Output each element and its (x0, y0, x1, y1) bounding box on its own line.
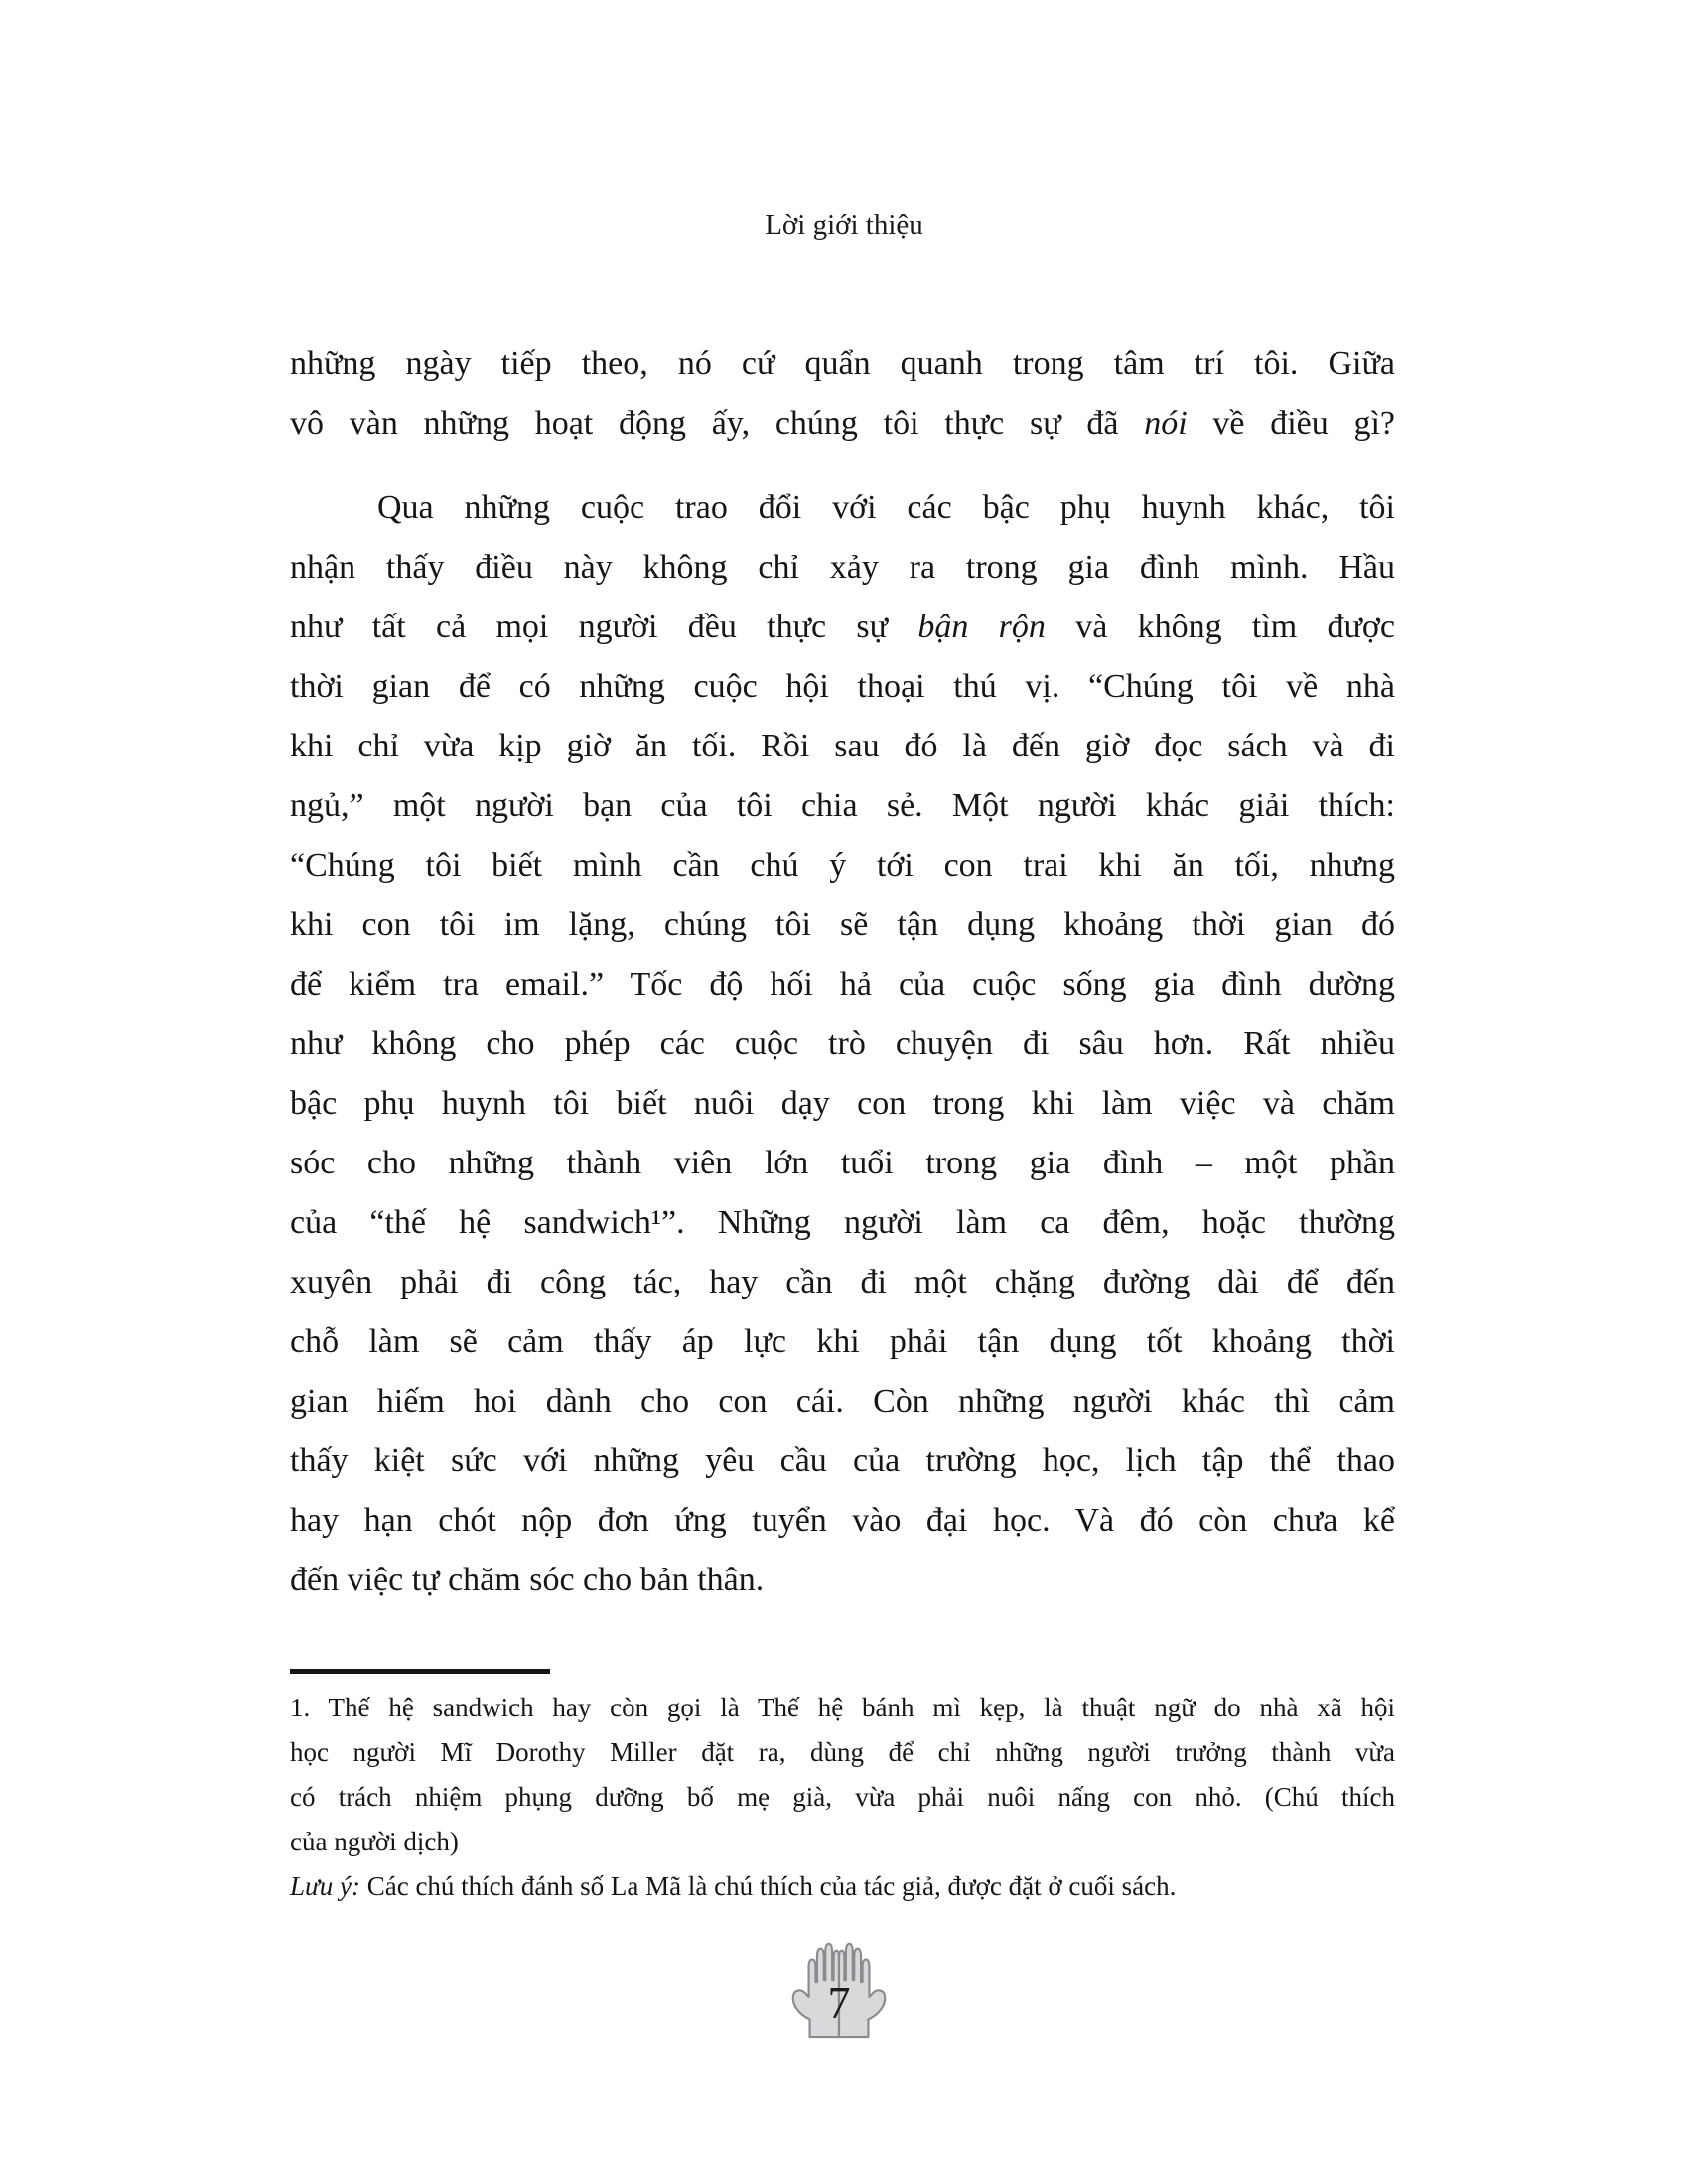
running-header: Lời giới thiệu (765, 209, 923, 241)
translator-note: Lưu ý: Các chú thích đánh số La Mã là chú thích của tác giả, được đặt ở cuối sách. (290, 1871, 1177, 1901)
text-line: để kiểm tra email.” Tốc độ hối hả của cuộc sống gia đình dường (290, 966, 1395, 1003)
footnote-definition (290, 1686, 1395, 1864)
text-line: sóc cho những thành viên lớn tuổi trong gia đình – một phần (290, 1145, 1395, 1181)
text-line: Qua những cuộc trao đổi với các bậc phụ huynh khác, tôi (377, 489, 1395, 526)
paragraph-continuation (290, 335, 1395, 454)
text-line: khi con tôi im lặng, chúng tôi sẽ tận dụng khoảng thời gian đó (290, 906, 1395, 943)
text-line: như không cho phép các cuộc trò chuyện đi sâu hơn. Rất nhiều (290, 1025, 1395, 1062)
text-line: thấy kiệt sức với những yêu cầu của trường học, lịch tập thể thao (290, 1442, 1395, 1479)
footnote-divider (290, 1669, 550, 1674)
text-line: đến việc tự chăm sóc cho bản thân. (290, 1562, 765, 1598)
text-line: xuyên phải đi công tác, hay cần đi một chặng đường dài để đến (290, 1264, 1395, 1300)
text-line: nhận thấy điều này không chỉ xảy ra trong gia đình mình. Hầu (290, 549, 1395, 586)
text-line: có trách nhiệm phụng dưỡng bố mẹ già, vừa phải nuôi nấng con nhỏ. (Chú thích (290, 1782, 1395, 1812)
text-line: chỗ làm sẽ cảm thấy áp lực khi phải tận dụng tốt khoảng thời (290, 1323, 1395, 1360)
text-line: những ngày tiếp theo, nó cứ quẩn quanh trong tâm trí tôi. Giữa (290, 345, 1395, 382)
body-text (290, 335, 1395, 1610)
text-line: 1. Thế hệ sandwich hay còn gọi là Thế hệ bánh mì kẹp, là thuật ngữ do nhà xã hội (290, 1693, 1395, 1722)
page-number-ornament (780, 1934, 898, 2043)
text-line: như tất cả mọi người đều thực sự bận rộn và không tìm được (290, 609, 1395, 645)
text-line: của “thế hệ sandwich¹”. Những người làm ca đêm, hoặc thường (290, 1204, 1395, 1241)
paragraph-main (290, 478, 1395, 1610)
text-line: của người dịch) (290, 1827, 459, 1856)
text-line: học người Mĩ Dorothy Miller đặt ra, dùng để chỉ những người trưởng thành vừa (290, 1737, 1395, 1767)
text-line: thời gian để có những cuộc hội thoại thú vị. “Chúng tôi về nhà (290, 668, 1395, 705)
text-line: “Chúng tôi biết mình cần chú ý tới con trai khi ăn tối, nhưng (290, 847, 1395, 884)
text-line: khi chỉ vừa kịp giờ ăn tối. Rồi sau đó là đến giờ đọc sách và đi (290, 728, 1395, 764)
text-line: gian hiếm hoi dành cho con cái. Còn những người khác thì cảm (290, 1383, 1395, 1420)
footnote-block (290, 1669, 1395, 1909)
text-line: vô vàn những hoạt động ấy, chúng tôi thực sự đã nói về điều gì? (290, 405, 1395, 442)
text-line: hay hạn chót nộp đơn ứng tuyển vào đại học. Và đó còn chưa kể (290, 1502, 1395, 1539)
page-number: 7 (827, 1978, 851, 2028)
text-line: ngủ,” một người bạn của tôi chia sẻ. Một người khác giải thích: (290, 787, 1395, 824)
text-line: bậc phụ huynh tôi biết nuôi dạy con trong khi làm việc và chăm (290, 1085, 1395, 1122)
